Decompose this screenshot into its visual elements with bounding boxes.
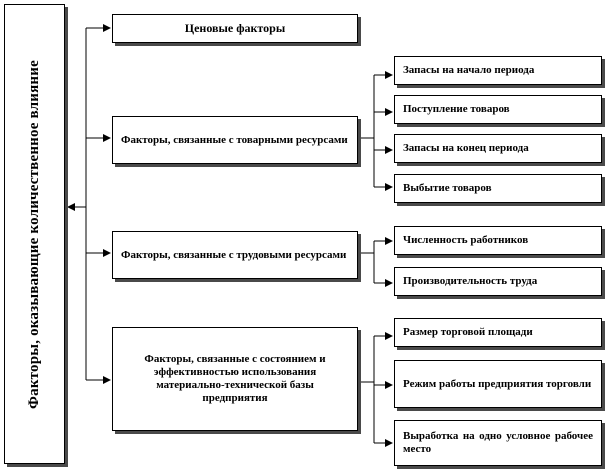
item-sales-area-label: Размер торговой площади <box>403 326 533 338</box>
item-work-schedule <box>394 360 602 408</box>
item-stock-end <box>394 134 602 163</box>
item-productivity <box>394 267 602 296</box>
item-stock-end-label: Запасы на конец периода <box>403 142 529 154</box>
item-goods-receipt <box>394 95 602 124</box>
group-labor-label: Факторы, связанные с трудовыми ресурсами <box>121 248 347 261</box>
group-material-base <box>112 327 358 431</box>
item-sales-area <box>394 318 602 347</box>
item-work-schedule-label: Режим работы предприятия торговли <box>403 377 592 390</box>
item-headcount-label: Численность работников <box>403 234 529 246</box>
item-output-per-workplace <box>394 420 602 466</box>
group-price-factors <box>112 14 358 43</box>
item-goods-disposal-label: Выбытие товаров <box>403 182 492 194</box>
group-price-label: Ценовые факторы <box>184 21 286 35</box>
item-stock-start <box>394 56 602 85</box>
item-goods-receipt-label: Поступление товаров <box>403 103 510 115</box>
item-headcount <box>394 226 602 255</box>
group-labor-resources <box>112 231 358 279</box>
root-box <box>4 4 65 464</box>
item-output-per-workplace-label: Выработка на одно условное рабочее место <box>403 430 593 455</box>
group-material-label: Факторы, связанные с состоянием и эффективностью использования материально-технической базы предприятия <box>144 353 326 404</box>
group-goods-resources <box>112 116 358 164</box>
item-productivity-label: Производительность труда <box>403 275 538 287</box>
item-goods-disposal <box>394 174 602 203</box>
root-label: Факторы, оказывающие количественное влияние <box>26 59 43 409</box>
item-stock-start-label: Запасы на начало периода <box>403 64 535 76</box>
group-goods-label: Факторы, связанные с товарными ресурсами <box>121 133 348 146</box>
